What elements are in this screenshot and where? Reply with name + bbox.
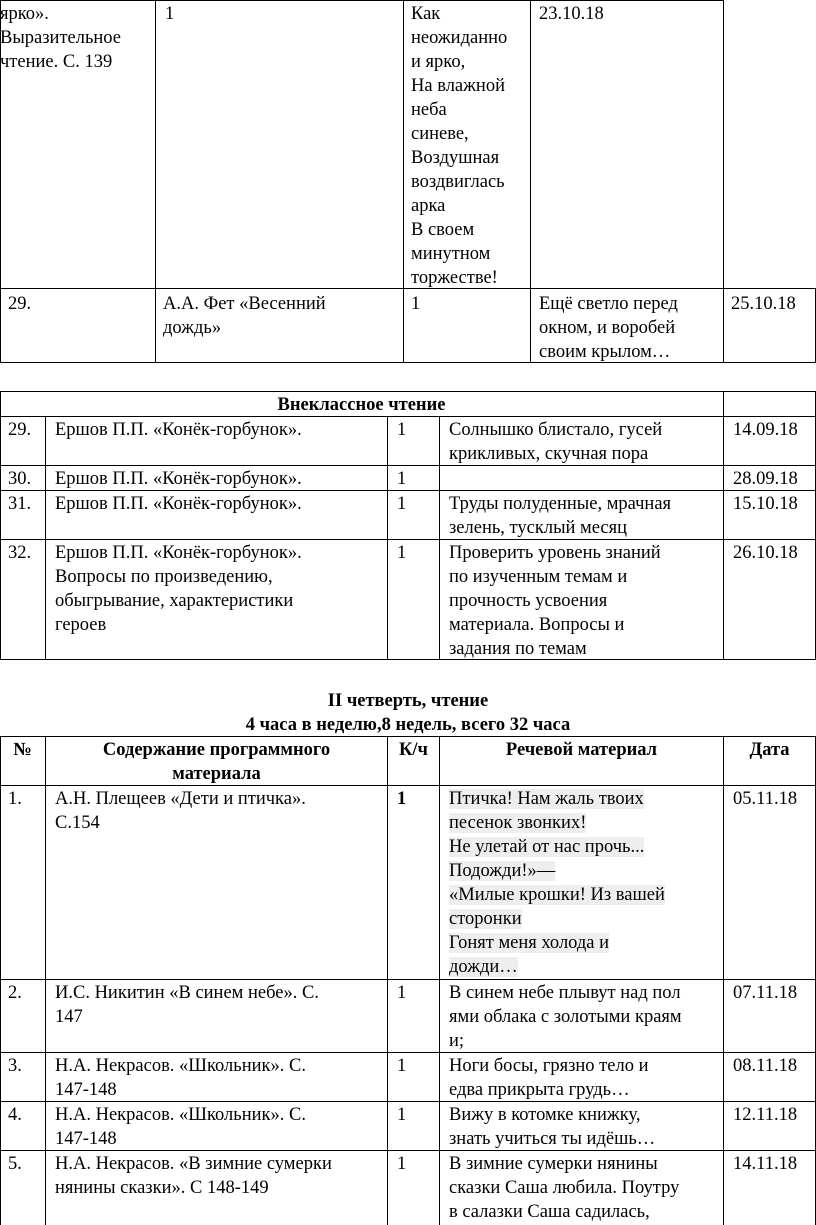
table-row: Ноги босы, грязно тело и едва прикрыта грудь… (449, 1056, 649, 1100)
table-row: Ершов П.П. «Конёк-горбунок». (55, 420, 302, 440)
column-header-date: Дата (749, 740, 790, 760)
table-row: 14.11.18 (733, 1154, 798, 1174)
table-row: Проверить уровень знаний по изученным темам и прочность усвоения материала. Вопросы и задания по темам (449, 543, 661, 659)
table-row: 05.11.18 (733, 789, 798, 809)
column-header-num: № (13, 740, 32, 760)
table-row: 3. (8, 1056, 22, 1076)
table-row: 1 (397, 494, 407, 514)
table-row: 1 (397, 420, 407, 440)
table-row: 29. (8, 420, 32, 440)
table-row: 28.09.18 (733, 469, 798, 489)
table-row: 31. (8, 494, 32, 514)
column-header-hours: К/ч (399, 740, 428, 760)
table-row: 15.10.18 (733, 494, 798, 514)
table-row-a-date: 23.10.18 (539, 4, 604, 24)
table-row: 32. (8, 543, 32, 563)
table-row: 4. (8, 1105, 22, 1125)
table-row: 14.09.18 (733, 420, 798, 440)
table-row-a-speech: Как неожиданно и ярко, На влажной неба синеве, Воздушная воздвиглась арка В своем минутном торжестве! (411, 4, 508, 288)
table-row: 1 (397, 1056, 407, 1076)
table-row-b-speech: Ещё светло перед окном, и воробей своим крылом… (539, 294, 678, 362)
table-row: В зимние сумерки нянины сказки Саша любила. Поутру в салазки Саша садилась, (449, 1154, 680, 1222)
table-row: 1 (397, 1154, 407, 1174)
table-row: 07.11.18 (733, 983, 798, 1003)
table-row: Ершов П.П. «Конёк-горбунок». (55, 469, 302, 489)
table-row: 1. (8, 789, 22, 809)
table-row: 30. (8, 469, 32, 489)
table-row: 1 (397, 469, 407, 489)
table-row: 26.10.18 (733, 543, 798, 563)
table-row: Ершов П.П. «Конёк-горбунок». Вопросы по произведению, обыгрывание, характеристики героев (55, 543, 302, 635)
table-row: Ершов П.П. «Конёк-горбунок». (55, 494, 302, 514)
table-row: 08.11.18 (733, 1056, 798, 1076)
table-row: Н.А. Некрасов. «Школьник». С. 147-148 (55, 1056, 306, 1100)
table-row-b-date: 25.10.18 (731, 294, 796, 314)
section-title: II четверть, чтение (327, 691, 489, 711)
column-header-speech: Речевой материал (505, 740, 658, 760)
table-row: Н.А. Некрасов. «Школьник». С. 147-148 (55, 1105, 306, 1149)
table-row-a-topic: ярко». Выразительное чтение. С. 139 (0, 4, 121, 72)
table-row-a-hours: 1 (165, 4, 175, 24)
section-subtitle: 4 часа в неделю,8 недель, всего 32 часа (245, 715, 571, 735)
table-row: 12.11.18 (733, 1105, 798, 1125)
table-row: 2. (8, 983, 22, 1003)
table-row: 1 (397, 789, 407, 809)
table-row: 5. (8, 1154, 22, 1174)
table-row: 1 (397, 543, 407, 563)
table-row: Вижу в котомке книжку, знать учиться ты идёшь… (449, 1105, 656, 1149)
table-row (449, 787, 721, 979)
table-row-b-num: 29. (8, 294, 32, 314)
table-row: Н.А. Некрасов. «В зимние сумерки нянины сказки». С 148-149 (55, 1154, 332, 1198)
table-row: Труды полуденные, мрачная зелень, тусклый месяц (449, 494, 672, 538)
table-row: 1 (397, 1105, 407, 1125)
column-header-topic: Содержание программного материала (102, 740, 331, 784)
table-row: И.С. Никитин «В синем небе». С. 147 (55, 983, 319, 1027)
table-row: Солнышко блистало, гусей крикливых, скучная пора (449, 420, 663, 464)
table-row-b-topic: А.А. Фет «Весенний дождь» (163, 294, 326, 338)
table-row: 1 (397, 983, 407, 1003)
table-row-b-hours: 1 (411, 294, 421, 314)
table-row: В синем небе плывут над пол ями облака с золотыми краям и; (449, 983, 682, 1051)
table-row: А.Н. Плещеев «Дети и птичка». С.154 (55, 789, 306, 833)
speech-text: Птичка! Нам жаль твоих песенок звонких! Не улетай от нас прочь... Подожди!»— «Милые крошки! Из вашей сторонки Гонят меня холода и дожди… (449, 789, 665, 977)
extracurricular-heading: Внеклассное чтение (277, 395, 446, 415)
